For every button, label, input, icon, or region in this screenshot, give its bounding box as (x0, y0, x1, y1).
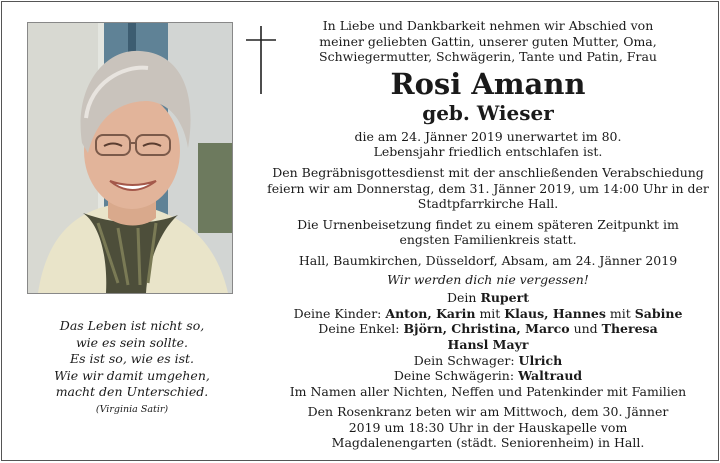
child-names: Sabine (634, 305, 683, 321)
sister-in-law-name: Waltraud (518, 368, 583, 384)
urn-notice: Die Urnenbeisetzung findet zu einem späteren Zeitpunkt im engsten Familienkreis statt. (297, 216, 679, 248)
husband-prefix: Dein (447, 290, 477, 306)
children-prefix: Deine Kinder: (293, 305, 382, 321)
brother-in-law-name: Ulrich (518, 352, 563, 368)
quote-line: Es ist so, wie es ist. (69, 351, 195, 366)
family-husband (260, 290, 716, 306)
and-word: und (573, 321, 598, 337)
place-date: Hall, Baumkirchen, Düsseldorf, Absam, am 24. Jänner 2019 (298, 252, 678, 268)
death-notice: die am 24. Jänner 2019 unerwartet im 80. Lebensjahr friedlich entschlafen ist. (354, 128, 622, 160)
grandchild-extra-name: Hansl Mayr (447, 336, 529, 352)
funeral-notice: Den Begräbnisgottesdienst mit der anschließenden Verabschiedung feiern wir am Donnerstag, dem 31. Jänner 2019, um 14:00 Uhr in der Stadtpfarrkirche Hall. (267, 164, 709, 212)
family-grandchildren (260, 321, 716, 337)
with-word: mit (609, 305, 631, 321)
portrait-photo (27, 22, 233, 294)
intro-text: In Liebe und Dankbarkeit nehmen wir Abschied von meiner geliebten Gattin, unserer guten Mutter, Oma, Schwiegermutter, Schwägerin, Tante und Patin, Frau (319, 18, 657, 65)
motto: Wir werden dich nie vergessen! (387, 271, 589, 287)
grandchild-name: Theresa (601, 321, 658, 337)
family-sister-in-law (260, 368, 716, 384)
husband-name: Rupert (480, 290, 529, 306)
family-children (260, 306, 716, 322)
obituary-card (1, 1, 719, 461)
quote-block (42, 318, 222, 418)
quote-line: Wie wir damit umgehen, (54, 367, 210, 383)
child-names: Klaus, Hannes (504, 305, 606, 321)
family-others: Im Namen aller Nichten, Neffen und Patenkinder mit Familien (289, 383, 687, 399)
notice-text (260, 18, 716, 451)
quote-line: wie es sein sollte. (75, 334, 189, 350)
family-brother-in-law (260, 353, 716, 369)
quote-line: macht den Unterschied. (55, 384, 209, 399)
brother-in-law-prefix: Dein Schwager: (413, 352, 515, 368)
family-grandchild-extra (260, 337, 716, 353)
rosary-notice: Den Rosenkranz beten wir am Mittwoch, dem 30. Jänner 2019 um 18:30 Uhr in der Hauskapelle vom Magdalenengarten (städt. Seniorenheim) in Hall. (307, 404, 669, 451)
maiden-name: geb. Wieser (422, 100, 554, 125)
quote-line: Das Leben ist nicht so, (59, 318, 205, 333)
child-names: Anton, Karin (385, 305, 476, 321)
quote-author: (Virginia Satir) (95, 403, 169, 415)
with-word: mit (479, 305, 501, 321)
deceased-name: Rosi Amann (390, 66, 586, 101)
sister-in-law-prefix: Deine Schwägerin: (393, 368, 515, 384)
grandchildren-prefix: Deine Enkel: (318, 321, 400, 337)
grandchildren-names: Björn, Christina, Marco (403, 321, 570, 337)
portrait-illustration (28, 23, 232, 293)
